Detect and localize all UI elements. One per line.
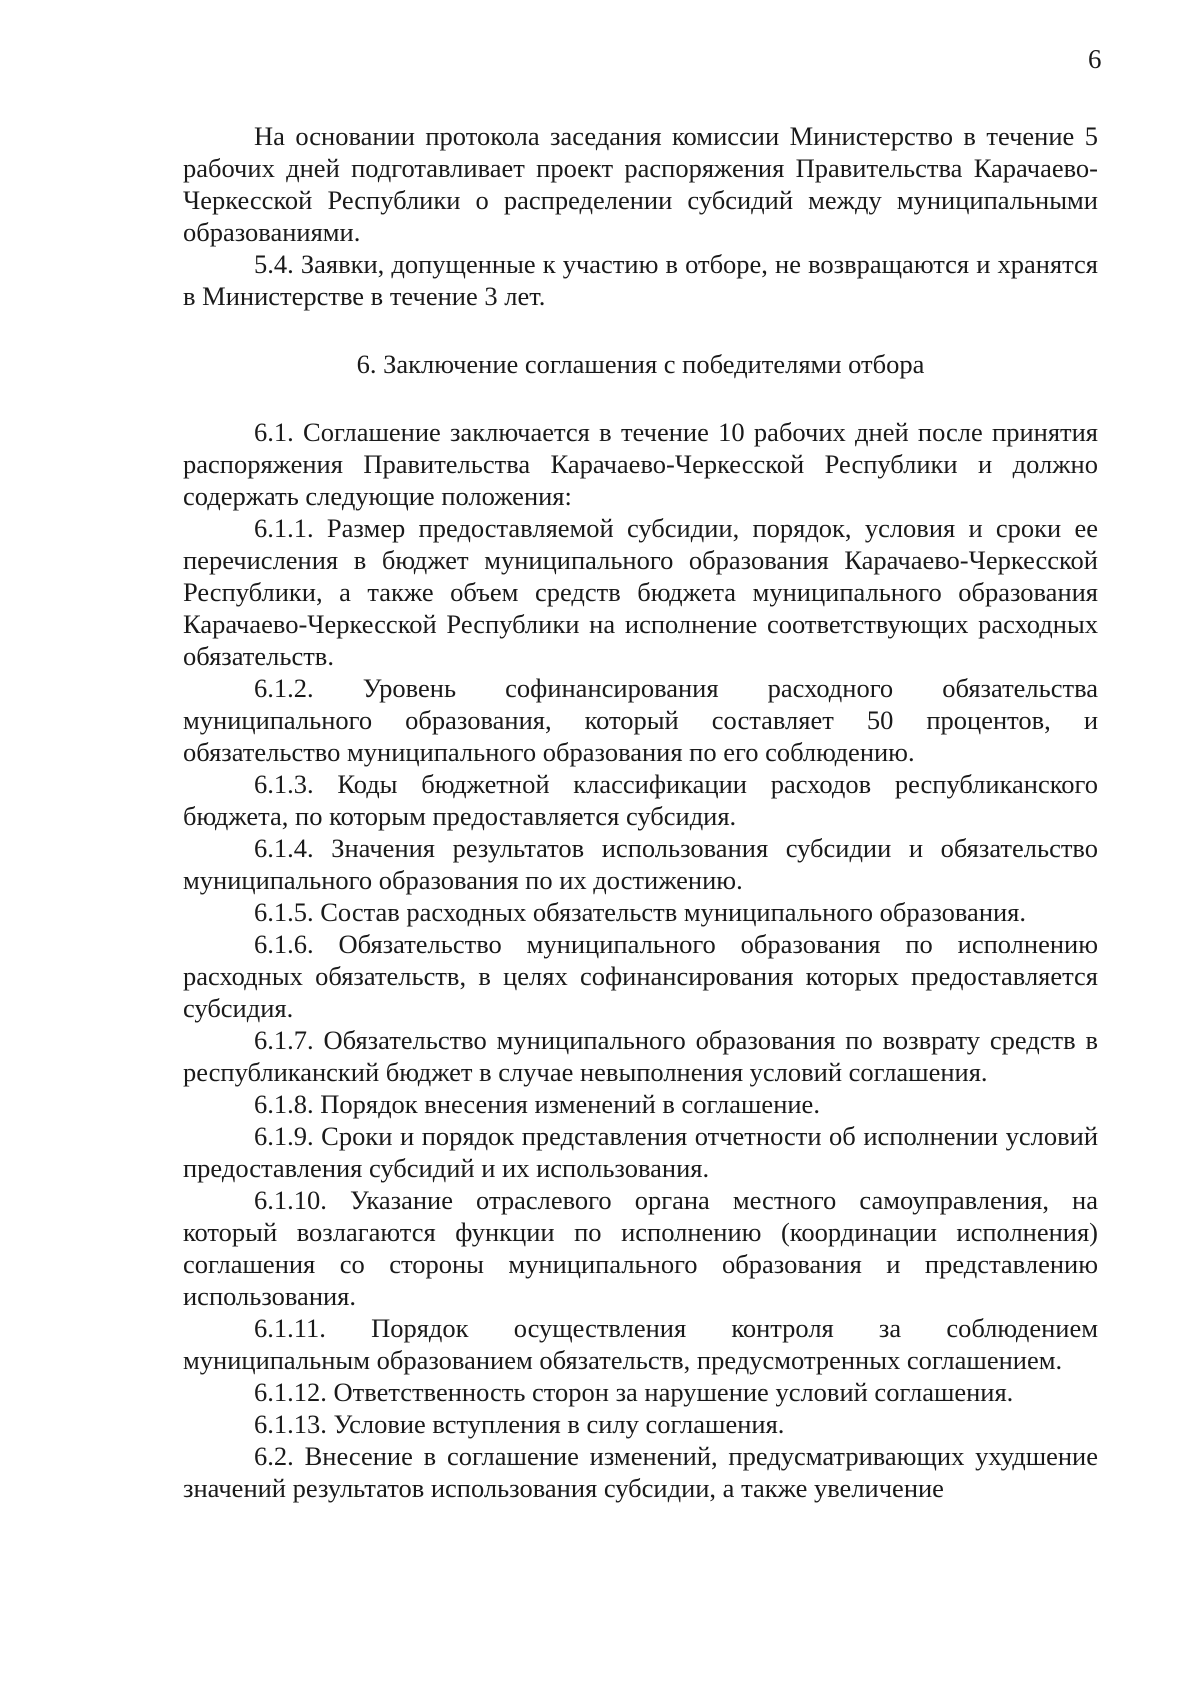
paragraph: 6.1.8. Порядок внесения изменений в соглашение.: [254, 1089, 820, 1119]
paragraph: 6.1.11. Порядок осуществления контроля за соблюдением муниципальным образованием обязательств, предусмотренных соглашением.: [183, 1313, 1098, 1375]
paragraph: 6.1.1. Размер предоставляемой субсидии, порядок, условия и сроки ее перечисления в бюджет муниципального образования Карачаево-Черкесской Республики, а также объем средств бюджета муниципального образования Карачаево-Черкесской Республики на исполнение соответствующих расходных обязательств.: [183, 513, 1098, 671]
paragraph: 6.2. Внесение в соглашение изменений, предусматривающих ухудшение значений результатов использования субсидии, а также увеличение: [183, 1441, 1098, 1503]
paragraph: 6.1.12. Ответственность сторон за нарушение условий соглашения.: [254, 1377, 1014, 1407]
paragraph: 5.4. Заявки, допущенные к участию в отборе, не возвращаются и хранятся в Министерстве в течение 3 лет.: [183, 249, 1098, 311]
paragraph: 6.1.9. Сроки и порядок представления отчетности об исполнении условий предоставления субсидий и их использования.: [183, 1121, 1098, 1183]
paragraph: На основании протокола заседания комиссии Министерство в течение 5 рабочих дней подготавливает проект распоряжения Правительства Карачаево-Черкесской Республики о распределении субсидий между муниципальными образованиями.: [183, 121, 1098, 247]
page-number: 6: [1088, 44, 1102, 74]
paragraph: 6.1.2. Уровень софинансирования расходного обязательства муниципального образования, который составляет 50 процентов, и обязательство муниципального образования по его соблюдению.: [183, 673, 1098, 767]
paragraph: 6.1.7. Обязательство муниципального образования по возврату средств в республиканский бюджет в случае невыполнения условий соглашения.: [183, 1025, 1098, 1087]
paragraph: 6.1.10. Указание отраслевого органа местного самоуправления, на который возлагаются функции по исполнению (координации исполнения) соглашения со стороны муниципального образования и представлению использования.: [183, 1185, 1098, 1311]
paragraph: 6.1. Соглашение заключается в течение 10 рабочих дней после принятия распоряжения Правительства Карачаево-Черкесской Республики и должно содержать следующие положения:: [183, 417, 1098, 511]
paragraph: 6.1.5. Состав расходных обязательств муниципального образования.: [254, 897, 1026, 927]
section-heading: 6. Заключение соглашения с победителями отбора: [356, 349, 925, 379]
document-body: [183, 120, 1098, 1504]
paragraph: 6.1.6. Обязательство муниципального образования по исполнению расходных обязательств, в целях софинансирования которых предоставляется субсидия.: [183, 929, 1098, 1023]
paragraph: 6.1.3. Коды бюджетной классификации расходов республиканского бюджета, по которым предоставляется субсидия.: [183, 769, 1098, 831]
paragraph: 6.1.13. Условие вступления в силу соглашения.: [254, 1409, 785, 1439]
paragraph: 6.1.4. Значения результатов использования субсидии и обязательство муниципального образования по их достижению.: [183, 833, 1098, 895]
